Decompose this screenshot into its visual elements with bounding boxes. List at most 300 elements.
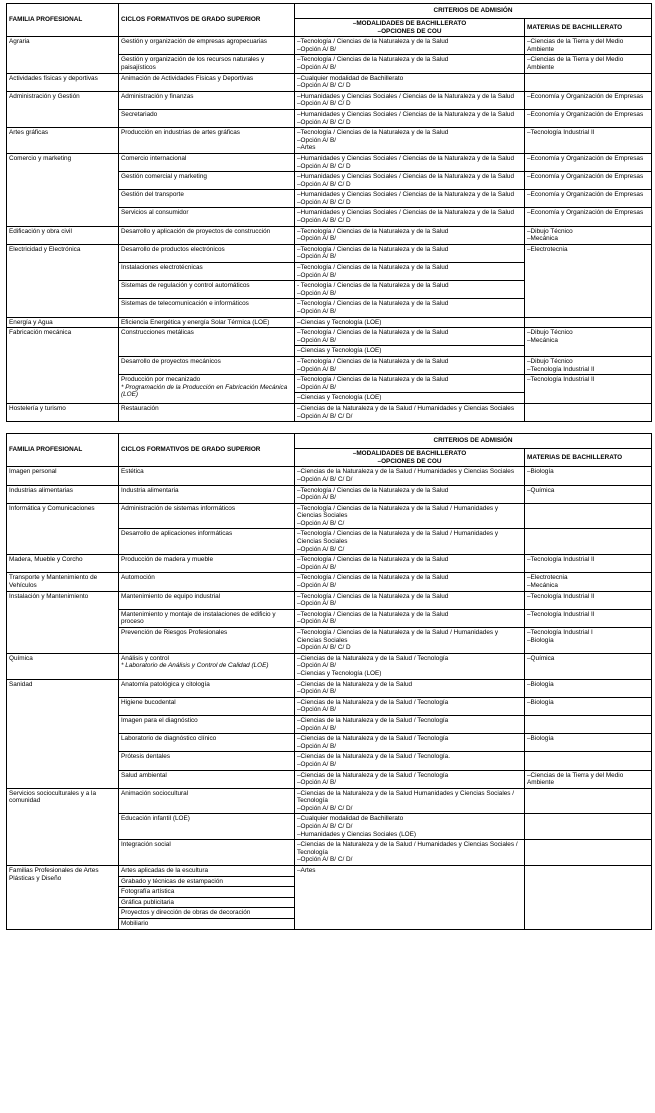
modalidad-cell-line: –Opción A/ B/	[297, 582, 337, 590]
modalidad-cell	[295, 317, 525, 328]
materias-cell	[525, 208, 652, 226]
ciclo-cell	[119, 190, 295, 208]
modalidad-cell-line: –Opción A/ B/	[297, 724, 337, 732]
materias-cell	[525, 609, 652, 627]
table-row	[7, 37, 652, 55]
materias-cell	[525, 109, 652, 127]
familia-cell-line: Edificación y obra civil	[9, 227, 72, 235]
modalidad-cell-line: –Humanidades y Ciencias Sociales / Ciencias de la Naturaleza y de la Salud	[297, 154, 515, 162]
table-row	[7, 128, 652, 154]
modalidad-cell	[295, 788, 525, 814]
familia-cell-line: Informática y Comunicaciones	[9, 504, 95, 512]
modalidad-cell-line: –Tecnología / Ciencias de la Naturaleza y de la Salud	[297, 300, 449, 308]
modalidad-cell	[295, 172, 525, 190]
familia-cell-line: Imagen personal	[9, 468, 57, 476]
materias-cell-line: –Economía y Organización de Empresas	[527, 110, 644, 118]
modalidad-cell	[295, 529, 525, 555]
materias-cell	[525, 375, 652, 404]
ciclo-cell-line: Mantenimiento de equipo industrial	[121, 592, 221, 600]
ciclo-cell	[119, 876, 295, 887]
modalidad-cell-line: –Opción A/ B/	[297, 365, 337, 373]
modalidad-cell-line: –Ciencias de la Naturaleza y de la Salud / Tecnología	[297, 698, 449, 706]
materias-cell	[525, 37, 652, 55]
ciclo-cell-line: Servicios al consumidor	[121, 209, 189, 217]
header-criterios: CRITERIOS DE ADMISIÓN	[295, 434, 652, 449]
modalidad-cell	[295, 244, 525, 262]
modalidad-cell-line: –Opción A/ B/ C/ D/	[297, 804, 353, 812]
ciclo-cell	[119, 919, 295, 930]
ciclo-cell-line: Restauración	[121, 404, 159, 412]
modalidad-cell-line: –Cualquier modalidad de Bachillerato	[297, 815, 404, 823]
modalidad-cell-line: –Opción A/ B/ C/ D	[297, 217, 351, 225]
modalidad-cell-line: –Opción A/ B/	[297, 563, 337, 571]
modalidad-cell-line: –Ciencias y Tecnología (LOE)	[297, 347, 382, 355]
ciclo-cell-line: Prevención de Riesgos Profesionales	[121, 629, 228, 636]
modalidad-cell	[295, 485, 525, 503]
ciclo-cell	[119, 263, 295, 281]
modalidad-cell	[295, 73, 525, 91]
ciclo-cell-line: Gestión del transporte	[121, 191, 184, 199]
modalidad-cell	[295, 190, 525, 208]
ciclo-cell-line: Construcciones metálicas	[121, 329, 194, 337]
ciclo-cell	[119, 840, 295, 866]
modalidad-cell-line: –Cualquier modalidad de Bachillerato	[297, 74, 404, 82]
table-row	[7, 573, 652, 591]
modalidad-cell-line: –Tecnología / Ciencias de la Naturaleza y de la Salud / Humanidades y Ciencias Sociales	[297, 530, 500, 546]
materias-cell	[525, 697, 652, 715]
materias-cell-line: –Economía y Organización de Empresas	[527, 209, 644, 217]
table-row	[7, 91, 652, 109]
modalidad-cell-line: –Opción A/ B/	[297, 63, 337, 71]
familia-cell	[7, 244, 119, 317]
ciclo-cell	[119, 503, 295, 529]
ciclo-cell-line: Industria alimentaria	[121, 486, 179, 494]
familia-cell-line: Actividades físicas y deportivas	[9, 74, 98, 82]
modalidad-cell-line: –Opción A/ B/	[297, 600, 337, 608]
modalidad-cell-line: –Opción A/ B/	[297, 308, 337, 315]
materias-cell	[525, 866, 652, 930]
modalidad-cell-line: –Ciencias de la Naturaleza y de la Salud / Tecnología	[297, 771, 449, 779]
materias-cell-line: –Biología	[527, 735, 554, 743]
materias-cell	[525, 679, 652, 697]
header-ciclos: CICLOS FORMATIVOS DE GRADO SUPERIOR	[119, 434, 295, 467]
modalidad-cell-line: –Humanidades y Ciencias Sociales / Ciencias de la Naturaleza y de la Salud	[297, 110, 515, 118]
ciclo-cell-line: Prótesis dentales	[121, 753, 171, 761]
familia-cell	[7, 555, 119, 573]
modalidad-cell	[295, 770, 525, 788]
modalidad-cell-line: –Opción A/ B/ C/ D/	[297, 412, 353, 420]
materias-cell	[525, 55, 652, 73]
familia-cell-line: Sanidad	[9, 680, 33, 688]
ciclo-cell-line: Gestión comercial y marketing	[121, 173, 207, 181]
table-row	[7, 503, 652, 529]
ciclo-cell-line: Análisis y control	[121, 654, 169, 662]
materias-cell	[525, 770, 652, 788]
ciclo-cell-line: Gráfica publicitaria	[121, 898, 174, 906]
ciclo-cell	[119, 403, 295, 421]
materias-cell-line: –Química	[527, 654, 555, 662]
modalidad-cell-line: –Ciencias de la Naturaleza y de la Salud / Humanidades y Ciencias Sociales	[297, 404, 515, 412]
modalidad-cell	[295, 715, 525, 733]
familia-cell-line: Hostelería y turismo	[9, 404, 66, 412]
materias-cell-line: –Química	[527, 486, 555, 494]
modalidad-cell-line: –Opción A/ B/	[297, 779, 337, 787]
familia-cell-line: Transporte y Mantenimiento de Vehículos	[9, 574, 99, 590]
materias-cell	[525, 734, 652, 752]
modalidad-cell-line: –Tecnología / Ciencias de la Naturaleza y de la Salud	[297, 610, 449, 618]
modalidad-cell-line: –Opción A/ B/ C/ D	[297, 82, 351, 90]
modalidad-cell	[295, 356, 525, 374]
familia-cell	[7, 866, 119, 930]
familia-cell	[7, 573, 119, 591]
modalidad-cell-line: –Opción A/ B/ C/ D	[297, 118, 351, 126]
modalidad-cell-line: –Tecnología / Ciencias de la Naturaleza y de la Salud	[297, 129, 449, 137]
document-page	[6, 3, 651, 930]
header-ciclos: CICLOS FORMATIVOS DE GRADO SUPERIOR	[119, 4, 295, 37]
modalidad-cell	[295, 393, 525, 404]
ciclo-cell-line: Proyectos y dirección de obras de decoración	[121, 909, 251, 917]
ciclo-loe-note: * Programación de la Producción en Fabricación Mecánica (LOE)	[121, 383, 290, 399]
familia-cell	[7, 128, 119, 154]
materias-cell-line: –Electrotecnia	[527, 574, 568, 582]
table-row	[7, 555, 652, 573]
table-row	[7, 317, 652, 328]
modalidad-cell	[295, 628, 525, 654]
ciclo-cell	[119, 317, 295, 328]
ciclo-cell-line: Producción en industrias de artes gráficas	[121, 129, 241, 137]
modalidad-cell-line: –Opción A/ B/ C/ D	[297, 180, 351, 188]
modalidad-cell-line: –Tecnología / Ciencias de la Naturaleza y de la Salud	[297, 245, 449, 253]
ciclo-cell-line: Fotografía artística	[121, 888, 175, 896]
modalidad-cell	[295, 609, 525, 627]
modalidad-cell	[295, 840, 525, 866]
ciclo-cell-line: Secretariado	[121, 110, 158, 118]
familia-cell	[7, 679, 119, 788]
ciclo-cell	[119, 752, 295, 770]
ciclo-cell-line: Salud ambiental	[121, 771, 167, 779]
materias-cell-line: –Tecnología Industrial II	[527, 556, 595, 564]
ciclo-cell-line: Anatomía patológica y citología	[121, 680, 210, 688]
table-row	[7, 153, 652, 171]
materias-cell	[525, 814, 652, 840]
modalidad-cell	[295, 573, 525, 591]
materias-cell-line: –Mecánica	[527, 336, 558, 344]
materias-cell-line: –Mecánica	[527, 235, 558, 243]
modalidad-cell-line: –Opción A/ B/ C/ D	[297, 198, 351, 206]
familia-cell-line: Energía y Agua	[9, 318, 53, 326]
familia-cell-line: Comercio y marketing	[9, 154, 72, 162]
materias-cell-line: –Economía y Organización de Empresas	[527, 154, 644, 162]
table-row	[7, 679, 652, 697]
materias-cell-line: –Economía y Organización de Empresas	[527, 92, 644, 100]
modalidad-cell-line: –Opción A/ B/	[297, 383, 337, 391]
modalidad-cell-line: –Tecnología / Ciencias de la Naturaleza y de la Salud	[297, 376, 449, 384]
modalidad-cell-line: –Humanidades y Ciencias Sociales / Ciencias de la Naturaleza y de la Salud	[297, 173, 515, 181]
ciclo-cell	[119, 467, 295, 485]
ciclo-cell-line: Artes aplicadas de la escultura	[121, 867, 209, 875]
ciclo-cell	[119, 529, 295, 555]
ciclo-cell	[119, 375, 295, 404]
ciclo-cell	[119, 172, 295, 190]
modalidad-cell	[295, 734, 525, 752]
modalidad-cell	[295, 403, 525, 421]
modalidad-cell	[295, 679, 525, 697]
ciclo-cell	[119, 734, 295, 752]
modalidad-cell-line: –Opción A/ B/	[297, 494, 337, 502]
materias-cell-line: –Economía y Organización de Empresas	[527, 191, 644, 199]
modalidad-cell-line: –Ciencias de la Naturaleza y de la Salud Humanidades y Ciencias Sociales / Tecnología	[297, 789, 516, 805]
modalidad-cell	[295, 55, 525, 73]
ciclo-cell	[119, 628, 295, 654]
familia-cell	[7, 37, 119, 73]
materias-cell	[525, 73, 652, 91]
modalidad-cell-line: –Opción A/ B/ C/ D	[297, 162, 351, 170]
materias-cell	[525, 788, 652, 814]
modalidad-cell-line: –Tecnología / Ciencias de la Naturaleza y de la Salud	[297, 357, 449, 365]
modalidad-cell-line: –Opción A/ B/	[297, 271, 337, 279]
modalidad-cell-line: –Ciencias de la Naturaleza y de la Salud	[297, 680, 413, 688]
ciclo-cell	[119, 37, 295, 55]
modalidad-cell-line: - Tecnología / Ciencias de la Naturaleza y de la Salud	[297, 282, 449, 290]
familia-cell-line: Servicios socioculturales y a la comunidad	[9, 789, 98, 805]
modalidad-cell-line: –Ciencias y Tecnología (LOE)	[297, 669, 382, 677]
ciclo-cell	[119, 866, 295, 877]
ciclo-cell-line: Desarrollo de proyectos mecánicos	[121, 357, 221, 365]
modalidad-cell-line: –Artes	[297, 144, 316, 152]
modalidad-cell	[295, 591, 525, 609]
admission-table-2	[6, 433, 652, 929]
table-row	[7, 244, 652, 262]
ciclo-cell-line: Automoción	[121, 574, 155, 582]
modalidad-cell-line: –Humanidades y Ciencias Sociales / Ciencias de la Naturaleza y de la Salud	[297, 209, 515, 217]
modalidad-cell-line: –Tecnología / Ciencias de la Naturaleza y de la Salud / Humanidades y Ciencias Sociales	[297, 504, 500, 520]
ciclo-cell	[119, 573, 295, 591]
materias-cell-line: –Dibujo Técnico	[527, 329, 573, 337]
modalidad-cell-line: –Opción A/ B/ C/ D	[297, 100, 351, 108]
ciclo-cell	[119, 591, 295, 609]
table-row	[7, 226, 652, 244]
ciclo-cell-line: Gestión y organización de empresas agropecuarias	[121, 38, 268, 46]
materias-cell-line: –Ciencias de la Tierra y del Medio Ambiente	[527, 38, 625, 53]
modalidad-cell-line: –Opción A/ B/	[297, 336, 337, 344]
modalidad-cell	[295, 328, 525, 346]
familia-cell-line: Industrias alimentarias	[9, 486, 73, 494]
materias-cell-line: –Dibujo Técnico	[527, 357, 573, 365]
familia-cell-line: Madera, Mueble y Corcho	[9, 556, 83, 564]
modalidad-cell-line: –Opción A/ B/ C/ D/	[297, 823, 353, 831]
ciclo-cell-line: Mobiliario	[121, 920, 149, 927]
ciclo-cell	[119, 609, 295, 627]
materias-cell-line: –Electrotecnia	[527, 245, 568, 253]
modalidad-cell-line: –Opción A/ B/	[297, 760, 337, 768]
modalidad-cell-line: –Tecnología / Ciencias de la Naturaleza y de la Salud	[297, 264, 449, 272]
materias-cell	[525, 403, 652, 421]
modalidad-cell-line: –Ciencias y Tecnología (LOE)	[297, 394, 382, 402]
ciclo-cell-line: Producción por mecanizado	[121, 376, 201, 384]
ciclo-cell	[119, 788, 295, 814]
materias-cell	[525, 653, 652, 679]
ciclo-cell-line: Mantenimiento y montaje de instalaciones de edificio y proceso	[121, 610, 278, 626]
materias-cell	[525, 190, 652, 208]
materias-cell-line: –Biología	[527, 680, 554, 688]
ciclo-cell-line: Educación infantil (LOE)	[121, 815, 190, 823]
modalidad-cell-line: –Opción A/ B/	[297, 742, 337, 750]
table-row	[7, 73, 652, 91]
materias-cell	[525, 628, 652, 654]
modalidad-cell-line: –Ciencias y Tecnología (LOE)	[297, 318, 382, 326]
materias-cell	[525, 328, 652, 357]
ciclo-cell	[119, 485, 295, 503]
familia-cell	[7, 403, 119, 421]
ciclo-cell	[119, 679, 295, 697]
modalidad-cell	[295, 467, 525, 485]
materias-cell	[525, 591, 652, 609]
ciclo-cell-line: Administración y finanzas	[121, 92, 194, 100]
ciclo-cell	[119, 356, 295, 374]
ciclo-loe-note: * Laboratorio de Análisis y Control de Calidad (LOE)	[121, 662, 269, 670]
ciclo-cell-line: Integración social	[121, 841, 171, 849]
familia-cell-line: Instalación y Mantenimiento	[9, 592, 89, 600]
ciclo-cell	[119, 715, 295, 733]
modalidad-cell	[295, 375, 525, 393]
header-familia: FAMILIA PROFESIONAL	[7, 4, 119, 37]
ciclo-cell	[119, 897, 295, 908]
materias-cell	[525, 128, 652, 154]
familia-cell	[7, 153, 119, 226]
modalidad-cell-line: –Opción A/ B/ C/	[297, 519, 345, 527]
table-row	[7, 866, 652, 877]
materias-cell-line: –Tecnología Industrial I	[527, 629, 593, 636]
table-row	[7, 591, 652, 609]
familia-cell-line: Agraria	[9, 38, 30, 46]
modalidad-cell-line: –Opción A/ B/	[297, 706, 337, 714]
modalidad-cell-line: –Opción A/ B/	[297, 235, 337, 243]
table-row	[7, 328, 652, 346]
ciclo-cell	[119, 73, 295, 91]
materias-cell-line: –Biología	[527, 698, 554, 706]
ciclo-cell-line: Producción de madera y mueble	[121, 556, 214, 564]
ciclo-cell-line: Desarrollo de productos electrónicos	[121, 245, 225, 253]
familia-cell	[7, 317, 119, 328]
materias-cell	[525, 573, 652, 591]
familia-cell	[7, 328, 119, 404]
materias-cell-line: –Mecánica	[527, 582, 558, 590]
materias-cell-line: –Tecnología Industrial II	[527, 376, 595, 384]
ciclo-cell	[119, 109, 295, 127]
table-row	[7, 467, 652, 485]
modalidad-cell-line: –Tecnología / Ciencias de la Naturaleza y de la Salud	[297, 592, 449, 600]
modalidad-cell-line: –Opción A/ B/ C/ D/	[297, 475, 353, 483]
ciclo-cell-line: Sistemas de telecomunicación e informáticos	[121, 300, 249, 308]
header-materias: MATERIAS DE BACHILLERATO	[525, 449, 652, 467]
ciclo-cell-line: Imagen para el diagnóstico	[121, 716, 198, 724]
ciclo-cell	[119, 328, 295, 357]
ciclo-cell	[119, 299, 295, 317]
materias-cell-line: –Tecnología Industrial II	[527, 610, 595, 618]
modalidad-cell-line: –Opción A/ B/	[297, 688, 337, 696]
familia-cell-line: Electricidad y Electrónica	[9, 245, 81, 253]
materias-cell-line: –Biología	[527, 636, 554, 644]
modalidad-cell	[295, 866, 525, 930]
table-row	[7, 485, 652, 503]
modalidad-cell-line: –Opción A/ B/	[297, 136, 337, 144]
modalidad-cell	[295, 91, 525, 109]
familia-cell-line: Artes gráficas	[9, 129, 49, 137]
modalidad-cell-line: –Ciencias de la Naturaleza y de la Salud / Humanidades y Ciencias Sociales	[297, 468, 515, 476]
materias-cell	[525, 752, 652, 770]
modalidad-cell-line: –Opción A/ B/ C/ D/	[297, 856, 353, 864]
familia-cell	[7, 467, 119, 485]
ciclo-cell	[119, 814, 295, 840]
materias-cell	[525, 467, 652, 485]
modalidad-cell-line: –Opción A/ B/	[297, 253, 337, 261]
ciclo-cell-line: Eficiencia Energética y energía Solar Térmica (LOE)	[121, 318, 270, 326]
familia-cell	[7, 226, 119, 244]
table-row	[7, 653, 652, 679]
modalidad-cell-line: –Opción A/ B/	[297, 662, 337, 670]
modalidad-cell-line: –Humanidades y Ciencias Sociales / Ciencias de la Naturaleza y de la Salud	[297, 92, 515, 100]
ciclo-cell-line: Comercio internacional	[121, 154, 187, 162]
modalidad-cell	[295, 346, 525, 357]
modalidad-cell	[295, 752, 525, 770]
materias-cell	[525, 91, 652, 109]
materias-cell-line: –Dibujo Técnico	[527, 227, 573, 235]
ciclo-cell-line: Animación de Actividades Físicas y Deportivas	[121, 74, 254, 82]
ciclo-cell-line: Administración de sistemas informáticos	[121, 504, 236, 512]
familia-cell-line: Química	[9, 654, 33, 662]
modalidad-cell	[295, 503, 525, 529]
materias-cell	[525, 226, 652, 244]
modalidad-cell-line: –Artes	[297, 867, 316, 875]
familia-cell-line: Administración y Gestión	[9, 92, 80, 100]
modalidad-cell-line: –Humanidades y Ciencias Sociales (LOE)	[297, 830, 416, 838]
modalidad-cell-line: –Opción A/ B/	[297, 289, 337, 297]
materias-cell-line: –Tecnología Industrial II	[527, 365, 595, 373]
header-criterios: CRITERIOS DE ADMISIÓN	[295, 4, 652, 19]
modalidad-cell-line: –Tecnología / Ciencias de la Naturaleza y de la Salud	[297, 556, 449, 564]
materias-cell-line: –Tecnología Industrial II	[527, 129, 595, 137]
ciclo-cell-line: Higiene bucodental	[121, 698, 176, 706]
header-modalidades: –MODALIDADES DE BACHILLERATO –OPCIONES DE COU	[295, 449, 525, 467]
modalidad-cell-line: –Tecnología / Ciencias de la Naturaleza y de la Salud	[297, 486, 449, 494]
materias-cell	[525, 485, 652, 503]
familia-cell	[7, 653, 119, 679]
table-row	[7, 403, 652, 421]
modalidad-cell-line: –Tecnología / Ciencias de la Naturaleza y de la Salud	[297, 329, 449, 337]
familia-cell	[7, 73, 119, 91]
ciclo-cell	[119, 555, 295, 573]
modalidad-cell	[295, 263, 525, 281]
modalidad-cell	[295, 653, 525, 679]
modalidad-cell-line: –Humanidades y Ciencias Sociales / Ciencias de la Naturaleza y de la Salud	[297, 191, 515, 199]
ciclo-cell-line: Estética	[121, 468, 144, 476]
modalidad-cell	[295, 128, 525, 154]
ciclo-cell	[119, 208, 295, 226]
ciclo-cell-line: Grabado y técnicas de estampación	[121, 877, 223, 885]
table-2-body	[7, 467, 652, 929]
modalidad-cell-line: –Tecnología / Ciencias de la Naturaleza y de la Salud	[297, 38, 449, 46]
modalidad-cell-line: –Tecnología / Ciencias de la Naturaleza y de la Salud	[297, 56, 449, 64]
familia-cell	[7, 788, 119, 865]
header-familia: FAMILIA PROFESIONAL	[7, 434, 119, 467]
modalidad-cell	[295, 153, 525, 171]
familia-cell	[7, 91, 119, 127]
modalidad-cell	[295, 208, 525, 226]
modalidad-cell	[295, 555, 525, 573]
ciclo-cell-line: Desarrollo de aplicaciones informáticas	[121, 530, 233, 538]
modalidad-cell-line: –Ciencias de la Naturaleza y de la Salud / Tecnología	[297, 735, 449, 743]
ciclo-cell	[119, 887, 295, 898]
